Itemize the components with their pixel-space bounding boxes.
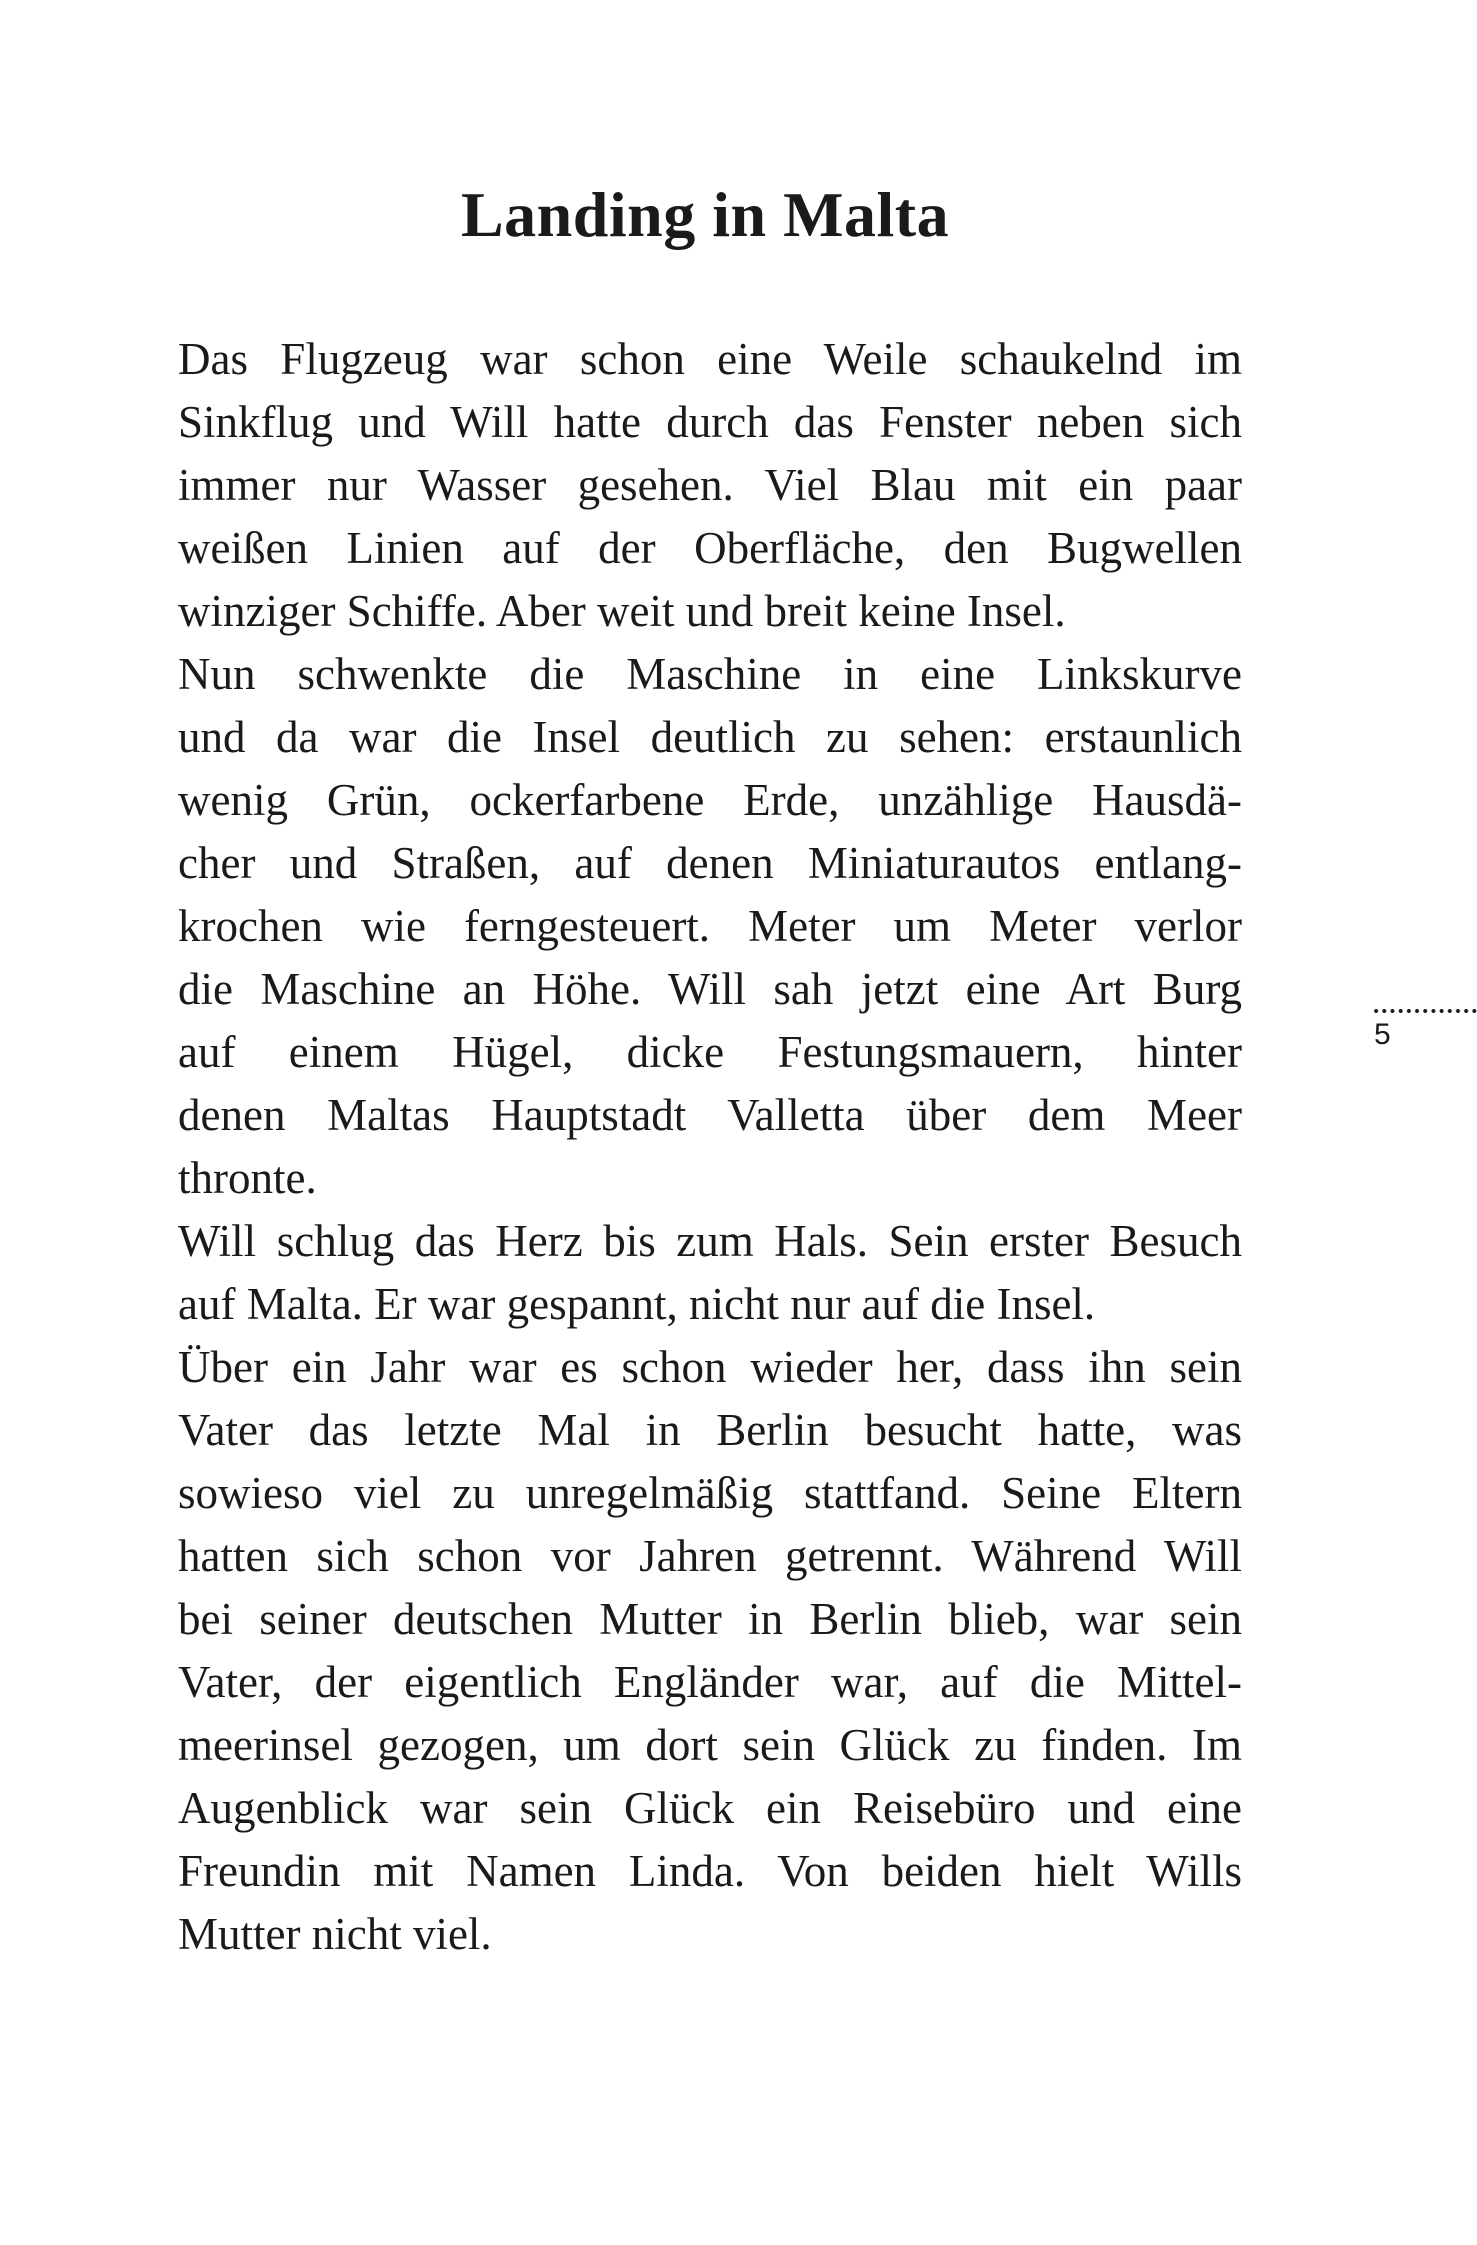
text-line: Sinkflug und Will hatte durch das Fenster neben sich [178, 397, 1242, 447]
chapter-title: Landing in Malta [460, 179, 950, 250]
dotted-rule [1372, 1008, 1477, 1014]
text-line: Will schlug das Herz bis zum Hals. Sein erster Besuch [178, 1216, 1242, 1266]
text-line: Freundin mit Namen Linda. Von beiden hielt Wills [178, 1846, 1242, 1896]
text-line: und da war die Insel deutlich zu sehen: erstaunlich [178, 712, 1242, 762]
text-line: die Maschine an Höhe. Will sah jetzt eine Art Burg [178, 964, 1242, 1014]
chapter-body-text [178, 328, 1242, 1966]
text-line: Augenblick war sein Glück ein Reisebüro und eine [178, 1783, 1242, 1833]
text-line: thronte. [178, 1153, 317, 1203]
text-line: immer nur Wasser gesehen. Viel Blau mit ein paar [178, 460, 1242, 510]
text-line: Nun schwenkte die Maschine in eine Linkskurve [178, 649, 1242, 699]
text-line: Über ein Jahr war es schon wieder her, dass ihn sein [178, 1342, 1242, 1392]
text-line: Das Flugzeug war schon eine Weile schaukelnd im [178, 334, 1242, 384]
text-line: Vater, der eigentlich Engländer war, auf die Mittel- [178, 1657, 1242, 1707]
text-line: Mutter nicht viel. [178, 1909, 492, 1959]
text-line: denen Maltas Hauptstadt Valletta über dem Meer [178, 1090, 1242, 1140]
text-line: wenig Grün, ockerfarbene Erde, unzählige Hausdä- [178, 775, 1242, 825]
text-line: bei seiner deutschen Mutter in Berlin blieb, war sein [178, 1594, 1242, 1644]
text-line: hatten sich schon vor Jahren getrennt. Während Will [178, 1531, 1242, 1581]
text-line: auf Malta. Er war gespannt, nicht nur auf die Insel. [178, 1279, 1096, 1329]
text-line: sowieso viel zu unregelmäßig stattfand. Seine Eltern [178, 1468, 1242, 1518]
page-number: 5 [1374, 1018, 1391, 1051]
text-line: weißen Linien auf der Oberfläche, den Bugwellen [178, 523, 1242, 573]
text-line: Vater das letzte Mal in Berlin besucht hatte, was [178, 1405, 1242, 1455]
text-line: krochen wie ferngesteuert. Meter um Meter verlor [178, 901, 1242, 951]
text-line: winziger Schiffe. Aber weit und breit keine Insel. [178, 586, 1066, 636]
text-line: auf einem Hügel, dicke Festungsmauern, hinter [178, 1027, 1242, 1077]
text-line: cher und Straßen, auf denen Miniaturautos entlang- [178, 838, 1242, 888]
text-line: meerinsel gezogen, um dort sein Glück zu finden. Im [178, 1720, 1242, 1770]
page-number-marker [1372, 1008, 1477, 1052]
